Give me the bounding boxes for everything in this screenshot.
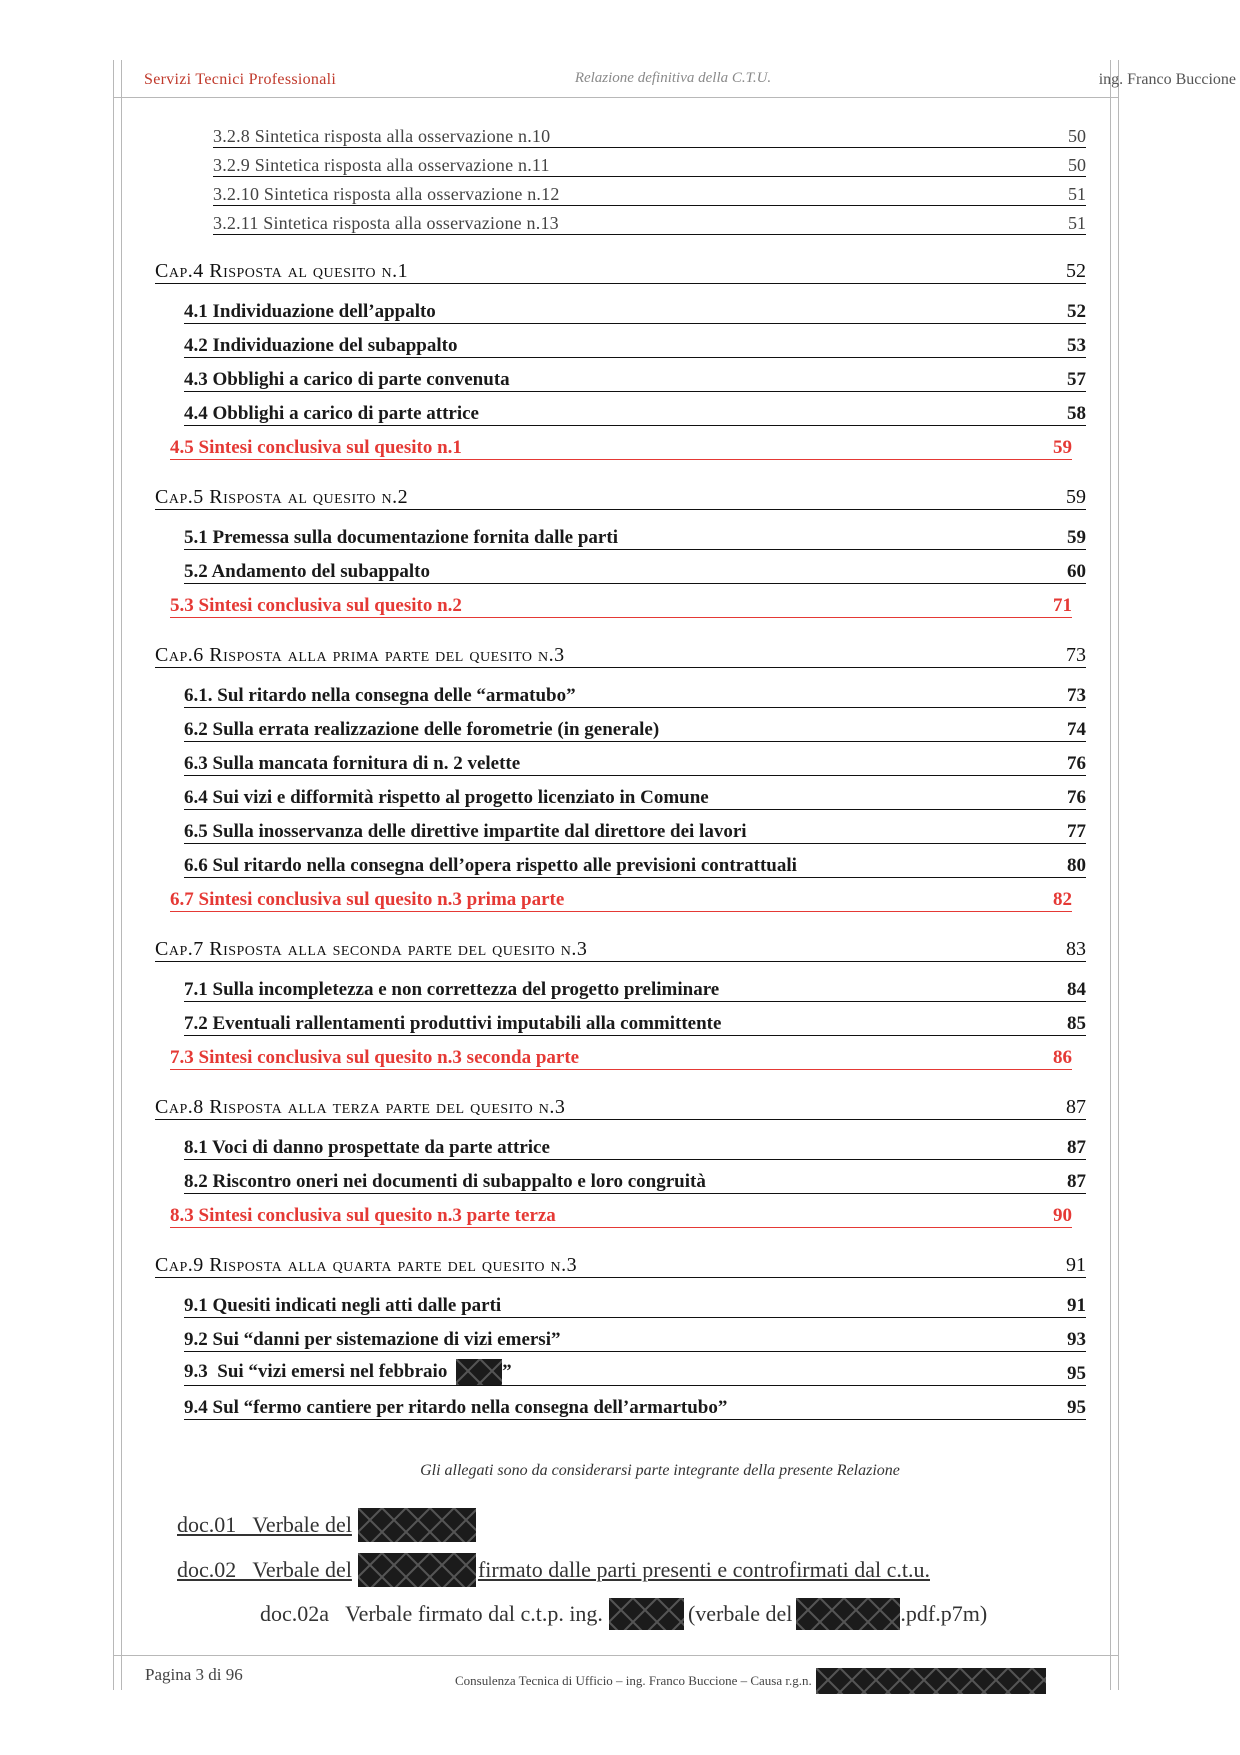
toc-entry-page: 95: [1067, 1397, 1086, 1418]
toc-entry-6-5[interactable]: [184, 818, 1086, 844]
toc-entry-7-1[interactable]: [184, 976, 1086, 1002]
toc-chapter-page: 52: [1066, 260, 1086, 282]
frame-right-outer: [1118, 60, 1119, 1690]
frame-left-inner: [121, 60, 122, 1690]
toc-entry-page: 50: [1068, 155, 1086, 175]
toc-entry-label: 7.2 Eventuali rallentamenti produttivi imputabili alla committente: [184, 1013, 722, 1034]
toc-entry-3-2-8[interactable]: [213, 124, 1086, 148]
toc-summary-8-3[interactable]: [170, 1202, 1072, 1228]
toc-entry-label: 3.2.8 Sintetica risposta alla osservazione n.10: [213, 126, 551, 146]
toc-entry-page: 73: [1067, 685, 1086, 706]
toc-entry-label: 4.5 Sintesi conclusiva sul quesito n.1: [170, 437, 462, 458]
toc-entry-4-4[interactable]: [184, 400, 1086, 426]
toc-entry-page: 58: [1067, 403, 1086, 424]
toc-entry-page: 52: [1067, 301, 1086, 322]
redacted-block: [358, 1508, 476, 1542]
attachment-doc02a[interactable]: [260, 1598, 987, 1630]
toc-entry-page: 77: [1067, 821, 1086, 842]
toc-entry-page: 53: [1067, 335, 1086, 356]
toc-entry-page: 76: [1067, 753, 1086, 774]
toc-entry-label: 6.2 Sulla errata realizzazione delle forometrie (in generale): [184, 719, 660, 740]
toc-entry-label: 6.7 Sintesi conclusiva sul quesito n.3 prima parte: [170, 889, 565, 910]
toc-chapter-5[interactable]: [155, 482, 1086, 510]
toc-entry-label: 3.2.11 Sintetica risposta alla osservazione n.13: [213, 213, 559, 233]
toc-entry-page: 51: [1068, 184, 1086, 204]
toc-chapter-page: 73: [1066, 644, 1086, 666]
header-right: ing. Franco Buccione: [1098, 71, 1236, 88]
toc-entry-page: 71: [1053, 595, 1072, 616]
toc-entry-label: [184, 1359, 512, 1385]
toc-entry-4-2[interactable]: [184, 332, 1086, 358]
toc-entry-label: 4.1 Individuazione dell’appalto: [184, 301, 436, 322]
toc-chapter-7[interactable]: [155, 934, 1086, 962]
attachment-label: doc.01 Verbale del: [177, 1512, 352, 1537]
toc-entry-label: 7.3 Sintesi conclusiva sul quesito n.3 seconda parte: [170, 1047, 580, 1068]
toc-entry-label: 6.1. Sul ritardo nella consegna delle “armatubo”: [184, 685, 576, 706]
toc-entry-6-2[interactable]: [184, 716, 1086, 742]
toc-entry-5-1[interactable]: [184, 524, 1086, 550]
toc-chapter-label: Cap.8 Risposta alla terza parte del quesito n.3: [155, 1096, 566, 1118]
attachment-label: doc.02a Verbale firmato dal c.t.p. ing.: [260, 1601, 603, 1626]
footer-text: [455, 1668, 1046, 1694]
toc-entry-page: 57: [1067, 369, 1086, 390]
attachments-note: Gli allegati sono da considerarsi parte integrante della presente Relazione: [420, 1462, 900, 1479]
header-center: Relazione definitiva della C.T.U.: [574, 70, 772, 86]
toc-chapter-label: Cap.9 Risposta alla quarta parte del quesito n.3: [155, 1254, 578, 1276]
toc-entry-page: 50: [1068, 126, 1086, 146]
toc-chapter-9[interactable]: [155, 1250, 1086, 1278]
toc-chapter-6[interactable]: [155, 640, 1086, 668]
toc-entry-5-2[interactable]: [184, 558, 1086, 584]
toc-summary-7-3[interactable]: [170, 1044, 1072, 1070]
toc-entry-page: 93: [1067, 1329, 1086, 1350]
toc-entry-page: 74: [1067, 719, 1086, 740]
toc-entry-label: 4.3 Obblighi a carico di parte convenuta: [184, 369, 510, 390]
toc-entry-label: 9.1 Quesiti indicati negli atti dalle parti: [184, 1295, 502, 1316]
toc-entry-page: 51: [1068, 213, 1086, 233]
toc-entry-label: 8.1 Voci di danno prospettate da parte attrice: [184, 1137, 550, 1158]
toc-entry-6-1[interactable]: [184, 682, 1086, 708]
header-rule: [113, 97, 1119, 98]
redacted-block: [816, 1668, 1046, 1694]
toc-entry-3-2-9[interactable]: [213, 153, 1086, 177]
toc-entry-page: 80: [1067, 855, 1086, 876]
toc-chapter-8[interactable]: [155, 1092, 1086, 1120]
toc-entry-page: 95: [1067, 1363, 1086, 1384]
header-left: Servizi Tecnici Professionali: [144, 71, 337, 88]
toc-entry-label: 5.2 Andamento del subappalto: [184, 561, 431, 582]
toc-chapter-label: Cap.5 Risposta al quesito n.2: [155, 486, 409, 508]
toc-entry-6-3[interactable]: [184, 750, 1086, 776]
toc-entry-9-1[interactable]: [184, 1292, 1086, 1318]
footer-rule: [113, 1655, 1119, 1656]
toc-chapter-4[interactable]: [155, 256, 1086, 284]
toc-entry-page: 91: [1067, 1295, 1086, 1316]
attachment-doc01[interactable]: [177, 1508, 476, 1542]
toc-entry-label: 4.4 Obblighi a carico di parte attrice: [184, 403, 479, 424]
toc-entry-page: 82: [1053, 889, 1072, 910]
toc-entry-9-4[interactable]: [184, 1394, 1086, 1420]
toc-entry-page: 86: [1053, 1047, 1072, 1068]
toc-chapter-page: 83: [1066, 938, 1086, 960]
toc-entry-9-2[interactable]: [184, 1326, 1086, 1352]
toc-entry-3-2-10[interactable]: [213, 182, 1086, 206]
redacted-block: [609, 1598, 684, 1630]
attachment-label: doc.02 Verbale del: [177, 1557, 352, 1582]
toc-chapter-page: 91: [1066, 1254, 1086, 1276]
toc-chapter-label: Cap.4 Risposta al quesito n.1: [155, 260, 409, 282]
toc-entry-label: 4.2 Individuazione del subappalto: [184, 335, 458, 356]
toc-entry-page: 84: [1067, 979, 1086, 1000]
toc-entry-8-1[interactable]: [184, 1134, 1086, 1160]
toc-entry-4-3[interactable]: [184, 366, 1086, 392]
toc-entry-6-4[interactable]: [184, 784, 1086, 810]
frame-left-outer: [113, 60, 114, 1690]
redacted-block: [358, 1553, 476, 1587]
page-number: Pagina 3 di 96: [145, 1665, 243, 1684]
toc-entry-label: 6.5 Sulla inosservanza delle direttive impartite dal direttore dei lavori: [184, 821, 747, 842]
toc-entry-page: 87: [1067, 1171, 1086, 1192]
toc-entry-label-after: ”: [502, 1361, 512, 1382]
redacted-block: [796, 1598, 900, 1630]
frame-right-inner: [1110, 60, 1111, 1690]
toc-entry-label: 9.2 Sui “danni per sistemazione di vizi emersi”: [184, 1329, 561, 1350]
toc-entry-label: 6.4 Sui vizi e difformità rispetto al progetto licenziato in Comune: [184, 787, 709, 808]
attachment-label-end: .pdf.p7m): [900, 1601, 988, 1626]
toc-chapter-page: 87: [1066, 1096, 1086, 1118]
toc-entry-9-3[interactable]: [184, 1360, 1086, 1386]
toc-entry-label: 6.3 Sulla mancata fornitura di n. 2 velette: [184, 753, 521, 774]
toc-entry-page: 85: [1067, 1013, 1086, 1034]
toc-entry-page: 87: [1067, 1137, 1086, 1158]
toc-entry-page: 76: [1067, 787, 1086, 808]
toc-entry-label: 5.3 Sintesi conclusiva sul quesito n.2: [170, 595, 462, 616]
footer-label: Consulenza Tecnica di Ufficio – ing. Franco Buccione – Causa r.g.n.: [455, 1673, 812, 1688]
toc-chapter-label: Cap.6 Risposta alla prima parte del quesito n.3: [155, 644, 565, 666]
toc-entry-7-2[interactable]: [184, 1010, 1086, 1036]
toc-entry-label: 3.2.10 Sintetica risposta alla osservazione n.12: [213, 184, 560, 204]
toc-entry-label: 7.1 Sulla incompletezza e non correttezza del progetto preliminare: [184, 979, 720, 1000]
toc-entry-label: 9.4 Sul “fermo cantiere per ritardo nella consegna dell’armartubo”: [184, 1397, 728, 1418]
toc-entry-page: 90: [1053, 1205, 1072, 1226]
attachment-label-cont: (verbale del: [687, 1601, 793, 1626]
toc-entry-8-2[interactable]: [184, 1168, 1086, 1194]
toc-entry-page: 60: [1067, 561, 1086, 582]
toc-chapter-label: Cap.7 Risposta alla seconda parte del quesito n.3: [155, 938, 588, 960]
toc-entry-label: 6.6 Sul ritardo nella consegna dell’opera rispetto alle previsioni contrattuali: [184, 855, 797, 876]
toc-entry-3-2-11[interactable]: [213, 211, 1086, 235]
toc-entry-4-1[interactable]: [184, 298, 1086, 324]
toc-entry-label: 5.1 Premessa sulla documentazione fornita dalle parti: [184, 527, 618, 548]
toc-summary-5-3[interactable]: [170, 592, 1072, 618]
attachment-doc02[interactable]: [177, 1553, 930, 1587]
toc-entry-label: 8.2 Riscontro oneri nei documenti di subappalto e loro congruità: [184, 1171, 706, 1192]
toc-chapter-page: 59: [1066, 486, 1086, 508]
toc-entry-label: 3.2.9 Sintetica risposta alla osservazione n.11: [213, 155, 550, 175]
attachment-label-cont: firmato dalle parti presenti e controfirmati dal c.t.u.: [477, 1557, 930, 1582]
toc-summary-4-5[interactable]: [170, 434, 1072, 460]
toc-entry-label-before: 9.3 Sui “vizi emersi nel febbraio: [184, 1361, 453, 1382]
toc-summary-6-7[interactable]: [170, 886, 1072, 912]
toc-entry-page: 59: [1067, 527, 1086, 548]
toc-entry-6-6[interactable]: [184, 852, 1086, 878]
redacted-block: [456, 1359, 502, 1385]
toc-entry-label: 8.3 Sintesi conclusiva sul quesito n.3 parte terza: [170, 1205, 556, 1226]
toc-entry-page: 59: [1053, 437, 1072, 458]
